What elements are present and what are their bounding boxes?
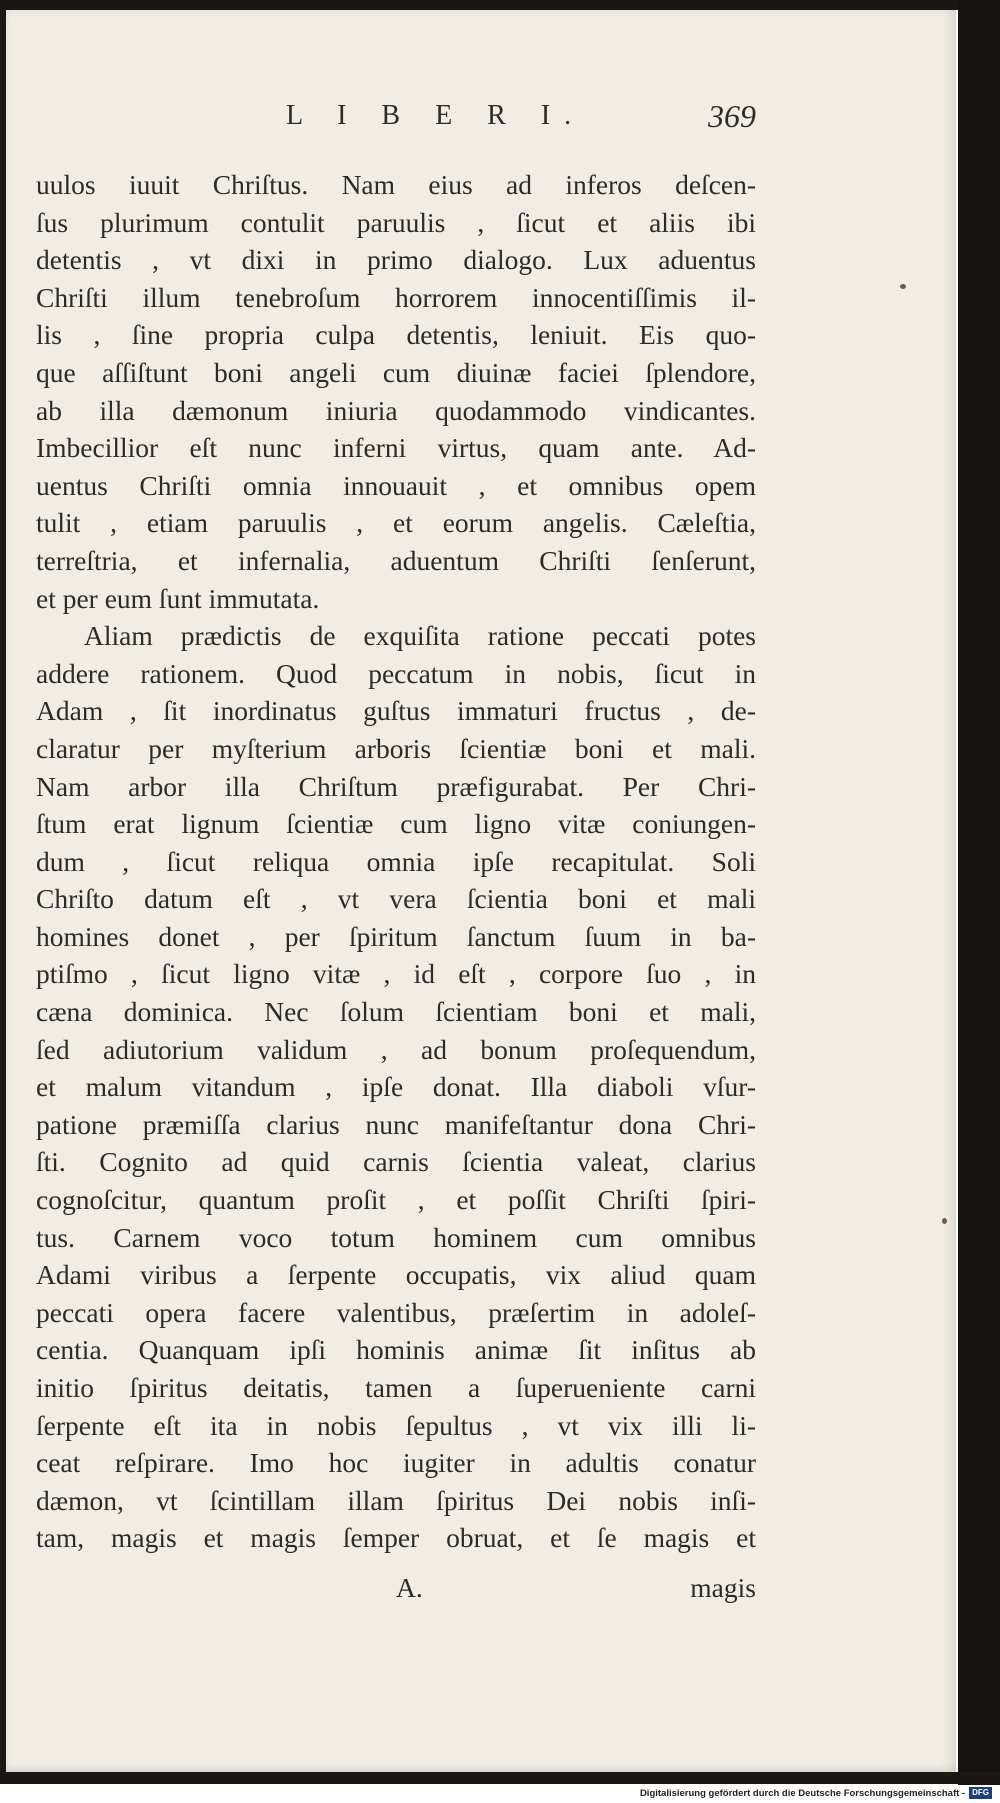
text-line: uulos iuuit Chriſtus. Nam eius ad inferos deſcen- (36, 169, 756, 200)
text-line: detentis , vt dixi in primo dialogo. Lux aduentus (36, 244, 756, 276)
text-line: Adam , ſit inordinatus guſtus immaturi fructus , de- (36, 695, 756, 727)
digitization-credit (640, 1787, 992, 1799)
scan-frame-right (958, 0, 1000, 1785)
text-line: cognoſcitur, quantum proſit , et poſſit Chriſti ſpiri- (36, 1184, 756, 1216)
text-line: initio ſpiritus deitatis, tamen a ſuperueniente carni (36, 1372, 756, 1403)
text-line: dum , ſicut reliqua omnia ipſe recapitulat. Soli (36, 845, 756, 877)
text-line: Imbecillior eſt nunc inferni virtus, quam ante. Ad- (36, 432, 756, 464)
text-line: dæmon, vt ſcintillam illam ſpiritus Dei nobis inſi- (36, 1484, 756, 1516)
running-title: L I B E R I. (286, 100, 586, 131)
text-line: ſus plurimum contulit paruulis , ſicut et aliis ibi (36, 206, 756, 238)
running-head (36, 100, 756, 140)
text-line: tus. Carnem voco totum hominem cum omnibus (36, 1221, 756, 1253)
text-line: patione præmiſſa clarius nunc manifeſtantur dona Chri- (36, 1108, 756, 1140)
text-line: terreſtria, et infernalia, aduentum Chriſti ſenſerunt, (36, 544, 756, 576)
text-line: ſti. Cognito ad quid carnis ſcientia valeat, clarius (36, 1146, 756, 1178)
text-line: uentus Chriſti omnia innouauit , et omnibus opem (36, 469, 756, 501)
credit-text: Digitalisierung gefördert durch die Deutsche Forschungsgemeinschaft - (639, 1787, 966, 1799)
text-line: claratur per myſterium arboris ſcientiæ boni et mali. (36, 732, 756, 764)
text-line: tulit , etiam paruulis , et eorum angelis. Cæleſtia, (36, 507, 756, 539)
text-line-paragraph-end: et per eum ſunt immutata. (36, 582, 320, 614)
text-line: Chriſti illum tenebroſum horrorem innocentiſſimis il- (36, 281, 756, 313)
scan-frame-top (0, 0, 1000, 10)
text-line: addere rationem. Quod peccatum in nobis, ſicut in (36, 657, 756, 689)
page-number: 369 (708, 98, 756, 134)
text-line: et malum vitandum , ipſe donat. Illa diaboli vſur- (36, 1071, 756, 1103)
text-line: peccati opera facere valentibus, præſertim in adoleſ- (36, 1296, 756, 1328)
catchword: magis (690, 1572, 756, 1603)
text-line: ſerpente eſt ita in nobis ſepultus , vt vix illi li- (36, 1409, 756, 1441)
text-line-paragraph-start: Aliam prædictis de exquiſita ratione peccati potes (84, 620, 756, 652)
text-line: Adami viribus a ſerpente occupatis, vix aliud quam (36, 1259, 756, 1291)
text-line: Chriſto datum eſt , vt vera ſcientia boni et mali (36, 883, 756, 915)
text-line: cæna dominica. Nec ſolum ſcientiam boni et mali, (36, 996, 756, 1028)
page-footer (36, 1572, 756, 1610)
text-line: centia. Quanquam ipſi hominis animæ ſit inſitus ab (36, 1334, 756, 1366)
text-line: ſtum erat lignum ſcientiæ cum ligno vitæ coniungen- (36, 808, 756, 840)
signature-mark: A. (396, 1572, 423, 1603)
text-line: ab illa dæmonum iniuria quodammodo vindicantes. (36, 394, 756, 426)
text-line: ſed adiutorium validum , ad bonum proſequendum, (36, 1033, 756, 1065)
text-line: que aſſiſtunt boni angeli cum diuinæ faciei ſplendore, (36, 356, 756, 388)
text-line: tam, magis et magis ſemper obruat, et ſe magis et (36, 1522, 756, 1554)
text-line: Nam arbor illa Chriſtum præfigurabat. Per Chri- (36, 770, 756, 802)
body-text (36, 166, 756, 1557)
paper-speck-mark (900, 284, 906, 289)
text-line: ptiſmo , ſicut ligno vitæ , id eſt , corpore ſuo , in (36, 958, 756, 990)
text-line: ceat reſpirare. Imo hoc iugiter in adultis conatur (36, 1447, 756, 1479)
text-line: lis , ſine propria culpa detentis, leniuit. Eis quo- (36, 319, 756, 351)
paper-speck-mark (942, 1218, 947, 1224)
dfg-logo: DFG (969, 1787, 992, 1799)
scan-frame-bottom (0, 1772, 1000, 1784)
text-line: homines donet , per ſpiritum ſanctum ſuum in ba- (36, 920, 756, 952)
